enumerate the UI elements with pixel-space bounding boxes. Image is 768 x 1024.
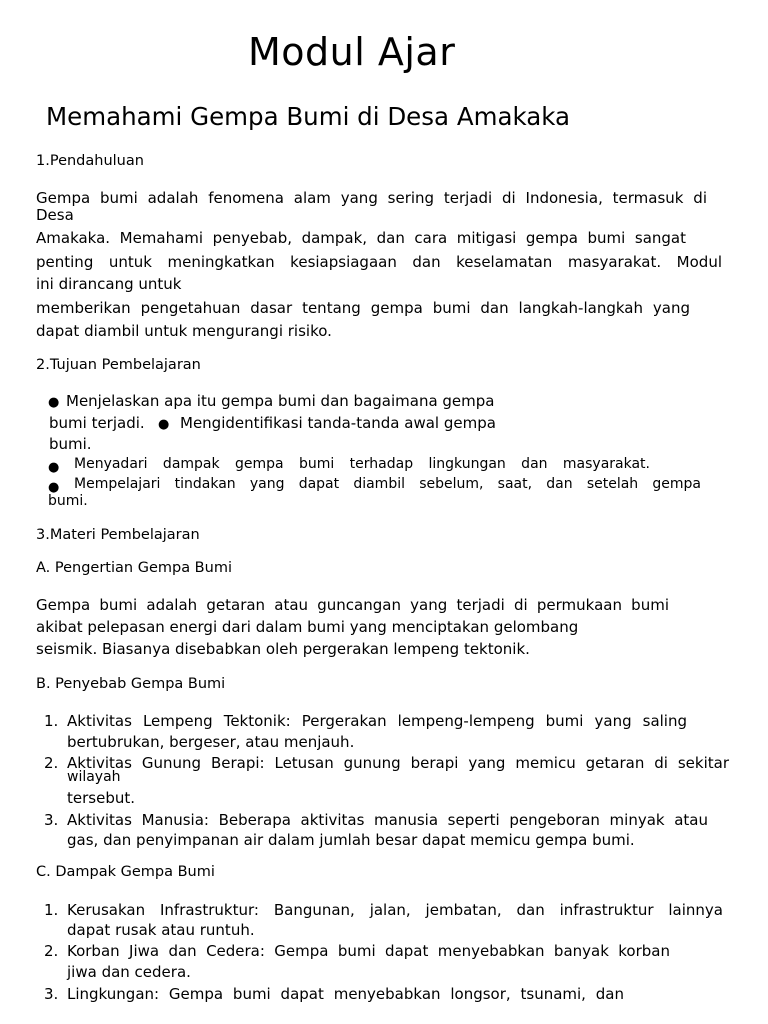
cause-2-line-2: wilayah [67,769,121,785]
section-3-title: Materi Pembelajaran [49,527,200,543]
document-subtitle: Memahami Gempa Bumi di Desa Amakaka [46,102,570,131]
intro-line-5: ini dirancang untuk [36,275,182,293]
section-3-heading [36,527,200,543]
section-3-number: 3. [36,527,50,543]
intro-line-7: dapat diambil untuk mengurangi risiko. [36,322,332,340]
bullet-icon: ● [48,460,60,475]
definition-line-3: seismik. Biasanya disebabkan oleh pergerakan lempeng tektonik. [36,640,530,658]
goal-line-2: bumi terjadi. [49,414,145,432]
subsection-a-heading: A. Pengertian Gempa Bumi [36,560,232,576]
goal-line-3: Mengidentifikasi tanda-tanda awal gempa [180,414,496,432]
definition-line-1: Gempa bumi adalah getaran atau guncangan yang terjadi di permukaan bumi [36,596,669,614]
bullet-icon: ● [48,480,60,495]
subsection-c-heading: C. Dampak Gempa Bumi [36,864,215,880]
list-number: 1. [44,712,59,730]
cause-2-line-3: tersebut. [67,789,135,807]
cause-3-line-1: Aktivitas Manusia: Beberapa aktivitas manusia seperti pengeboran minyak atau [67,811,708,829]
impact-2-line-1: Korban Jiwa dan Cedera: Gempa bumi dapat menyebabkan banyak korban [67,942,670,960]
cause-1-line-2: bertubrukan, bergeser, atau menjauh. [67,733,355,751]
impact-3-line-1: Lingkungan: Gempa bumi dapat menyebabkan longsor, tsunami, dan [67,985,624,1003]
goal-line-7: bumi. [48,493,88,509]
cause-1-line-1: Aktivitas Lempeng Tektonik: Pergerakan lempeng-lempeng bumi yang saling [67,712,687,730]
goal-line-5: Menyadari dampak gempa bumi terhadap lingkungan dan masyarakat. [74,456,650,472]
list-number: 3. [44,811,59,829]
document-title: Modul Ajar [248,30,456,74]
bullet-icon: ● [158,417,170,432]
section-1-number: 1. [36,153,50,169]
intro-line-1: Gempa bumi adalah fenomena alam yang sering terjadi di Indonesia, termasuk di [36,189,707,207]
impact-1-line-1: Kerusakan Infrastruktur: Bangunan, jalan, jembatan, dan infrastruktur lainnya [67,901,723,919]
section-1-heading [36,153,144,169]
subsection-b-heading: B. Penyebab Gempa Bumi [36,676,226,692]
intro-line-2: Desa [36,206,74,224]
goal-line-1: Menjelaskan apa itu gempa bumi dan bagaimana gempa [66,392,495,410]
impact-1-line-2: dapat rusak atau runtuh. [67,921,255,939]
section-2-title: Tujuan Pembelajaran [49,357,201,373]
section-1-title: Pendahuluan [49,153,144,169]
impact-2-line-2: jiwa dan cedera. [67,963,191,981]
intro-line-6: memberikan pengetahuan dasar tentang gempa bumi dan langkah-langkah yang [36,299,690,317]
intro-line-4: penting untuk meningkatkan kesiapsiagaan dan keselamatan masyarakat. Modul [36,253,722,271]
list-number: 2. [44,942,59,960]
intro-line-3: Amakaka. Memahami penyebab, dampak, dan cara mitigasi gempa bumi sangat [36,229,686,247]
goal-line-4: bumi. [49,435,92,453]
list-number: 3. [44,985,59,1003]
cause-2-line-1: Aktivitas Gunung Berapi: Letusan gunung berapi yang memicu getaran di sekitar [67,754,729,772]
section-2-heading [36,357,201,373]
definition-line-2: akibat pelepasan energi dari dalam bumi yang menciptakan gelombang [36,618,579,636]
section-2-number: 2. [36,357,50,373]
goal-line-6: Mempelajari tindakan yang dapat diambil sebelum, saat, dan setelah gempa [74,476,701,492]
bullet-icon: ● [48,395,60,410]
list-number: 2. [44,754,59,772]
cause-3-line-2: gas, dan penyimpanan air dalam jumlah besar dapat memicu gempa bumi. [67,831,635,849]
list-number: 1. [44,901,59,919]
